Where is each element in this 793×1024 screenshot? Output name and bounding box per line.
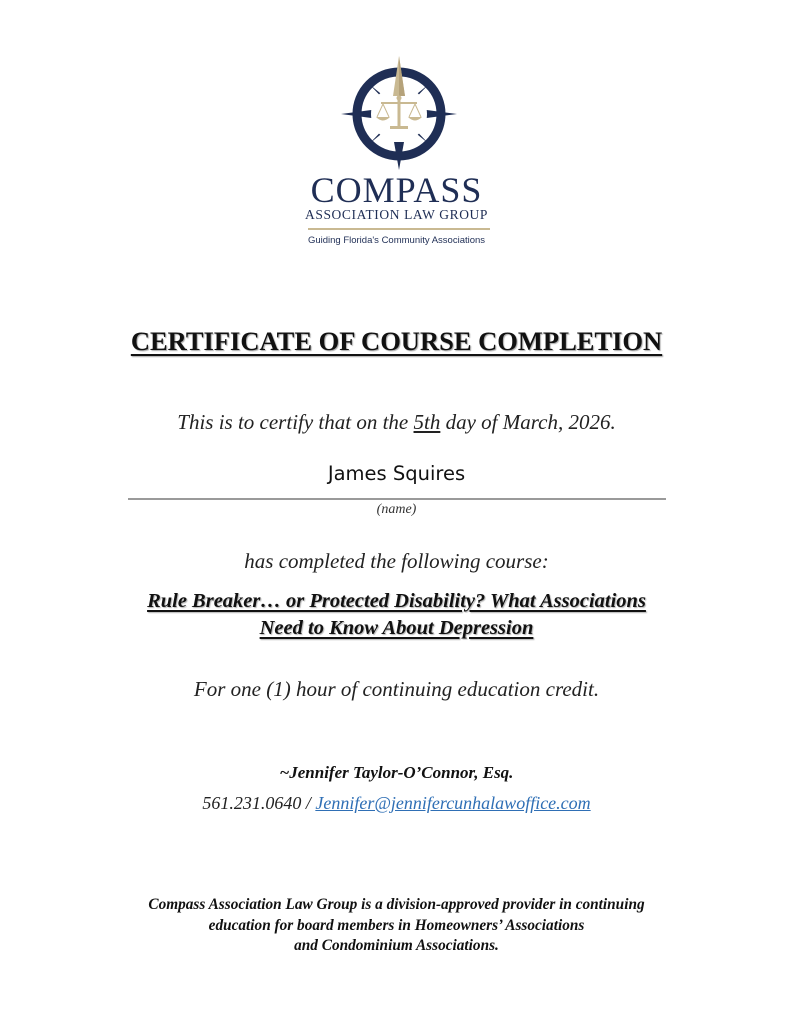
brand-subtitle: ASSOCIATION LAW GROUP (304, 207, 489, 222)
contact-separator: / (301, 793, 316, 813)
provider-statement-line-3: and Condominium Associations. (294, 937, 499, 954)
course-title-line-1: Rule Breaker… or Protected Disability? What Associations (147, 590, 646, 612)
signer-name: ~Jennifer Taylor-O’Connor, Esq. (279, 763, 514, 782)
provider-statement-line-2: education for board members in Homeowners’ Associations (208, 916, 585, 934)
signer-contact (0, 793, 793, 814)
credit-statement: For one (1) hour of continuing education credit. (193, 677, 600, 701)
provider-statement (0, 895, 793, 957)
certify-statement (0, 410, 793, 435)
completed-statement: has completed the following course: (244, 549, 549, 573)
signer-phone: 561.231.0640 (202, 793, 302, 813)
provider-statement-line-1: Compass Association Law Group is a division-approved provider in continuing (148, 896, 645, 913)
brand-name: COMPASS (310, 170, 483, 210)
course-title (0, 588, 793, 642)
recipient-name: James Squires (327, 462, 466, 485)
course-title-line-2: Need to Know About Depression (259, 617, 534, 639)
compass-scales-icon (339, 52, 459, 172)
brand-tagline: Guiding Florida's Community Associations (307, 235, 486, 246)
certify-prefix: This is to certify that on the (177, 410, 414, 434)
brand-divider (308, 228, 490, 230)
certify-suffix: day of March, 2026. (440, 410, 616, 434)
name-label: (name) (376, 502, 417, 517)
name-signature-line (128, 498, 666, 500)
signer-email-link[interactable]: Jennifer@jennifercunhalawoffice.com (315, 793, 591, 813)
certificate-title: CERTIFICATE OF COURSE COMPLETION (130, 326, 663, 356)
certify-day: 5th (413, 410, 441, 434)
